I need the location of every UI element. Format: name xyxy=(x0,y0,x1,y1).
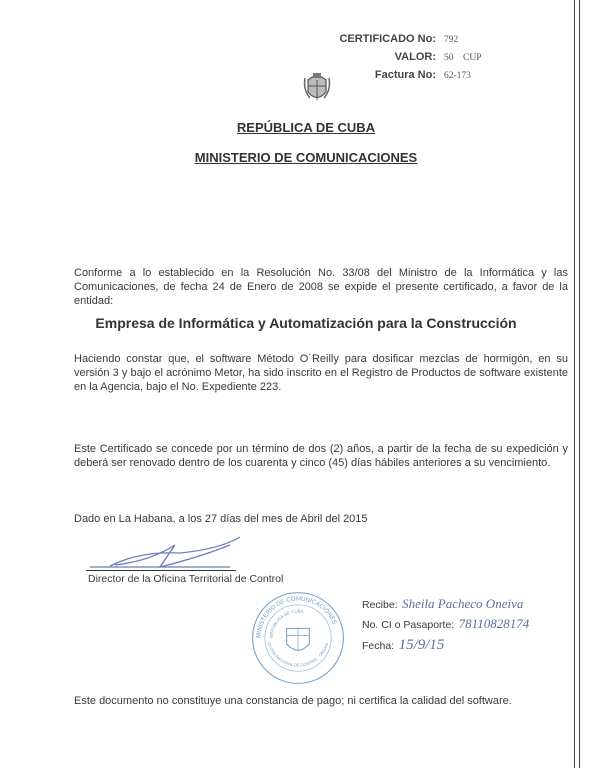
svg-text:OFICINA NACIONAL DE CONTROL ·: OFICINA NACIONAL DE CONTROL · ORGANI xyxy=(266,641,330,668)
value-row xyxy=(395,50,502,65)
value-amount: 50 xyxy=(444,53,454,63)
entity-name: Empresa de Informática y Automatización para la Construcción xyxy=(95,315,517,331)
received-label: Recibe: xyxy=(362,599,398,611)
disclaimer: Este documento no constituye una constancia de pago; ni certifica la calidad del software. xyxy=(74,695,512,707)
svg-text:REPÚBLICA DE CUBA: REPÚBLICA DE CUBA xyxy=(268,608,305,639)
receipt-received xyxy=(362,596,523,612)
certificate-value: 792 xyxy=(444,35,459,45)
receipt-id xyxy=(362,616,529,632)
value-amount-wrap xyxy=(444,51,502,65)
signature-drawing xyxy=(80,533,250,569)
coat-of-arms-icon xyxy=(302,70,332,104)
registration-paragraph: Haciendo constar que, el software Método O´Reilly para dosificar mezclas de hormigón, en su versión 3 y bajo el acrónimo Metor, ha sido inscrito en el Registro de Productos de software existente en la Agencia, bajo el No. Expediente 223. xyxy=(74,353,568,393)
receipt-date xyxy=(362,636,444,654)
intro-paragraph: Conforme a lo establecido en la Resolución No. 33/08 del Ministro de la Informática y las Comunicaciones, de fecha 24 de Enero de 2008 se expide el presente certificado, a favor de la entidad: xyxy=(74,267,568,307)
id-value: 78110828174 xyxy=(458,616,530,631)
id-label: No. CI o Pasaporte: xyxy=(362,619,455,631)
invoice-label: Factura No: xyxy=(374,69,436,81)
signature-line xyxy=(86,570,236,571)
invoice-row xyxy=(375,68,502,83)
official-stamp xyxy=(250,590,346,686)
value-label: VALOR: xyxy=(394,51,436,63)
date-value: 15/9/15 xyxy=(398,637,445,653)
certificate-number xyxy=(339,32,502,47)
issued-date: Dado en La Habana, a los 27 días del mes de Abril del 2015 xyxy=(74,513,368,525)
received-value: Sheila Pacheco Oneiva xyxy=(402,596,524,611)
invoice-value: 62-173 xyxy=(444,71,471,81)
value-currency: CUP xyxy=(463,53,482,63)
certificate-label: CERTIFICADO No: xyxy=(339,33,436,45)
date-label: Fecha: xyxy=(362,640,395,652)
page-border-line xyxy=(574,0,575,768)
validity-paragraph: Este Certificado se concede por un término de dos (2) años, a partir de la fecha de su expedición y deberá ser renovado dentro de los cuarenta y cinco (45) días hábiles anteriores a su vencimiento. xyxy=(74,443,568,469)
svg-text:MINISTERIO DE COMUNICACIONES: MINISTERIO DE COMUNICACIONES xyxy=(255,595,338,639)
page-border-line xyxy=(579,0,580,768)
republic-title: REPÚBLICA DE CUBA xyxy=(236,120,376,135)
signature-title: Director de la Oficina Territorial de Control xyxy=(88,573,284,585)
ministry-title: MINISTERIO DE COMUNICACIONES xyxy=(194,150,418,165)
